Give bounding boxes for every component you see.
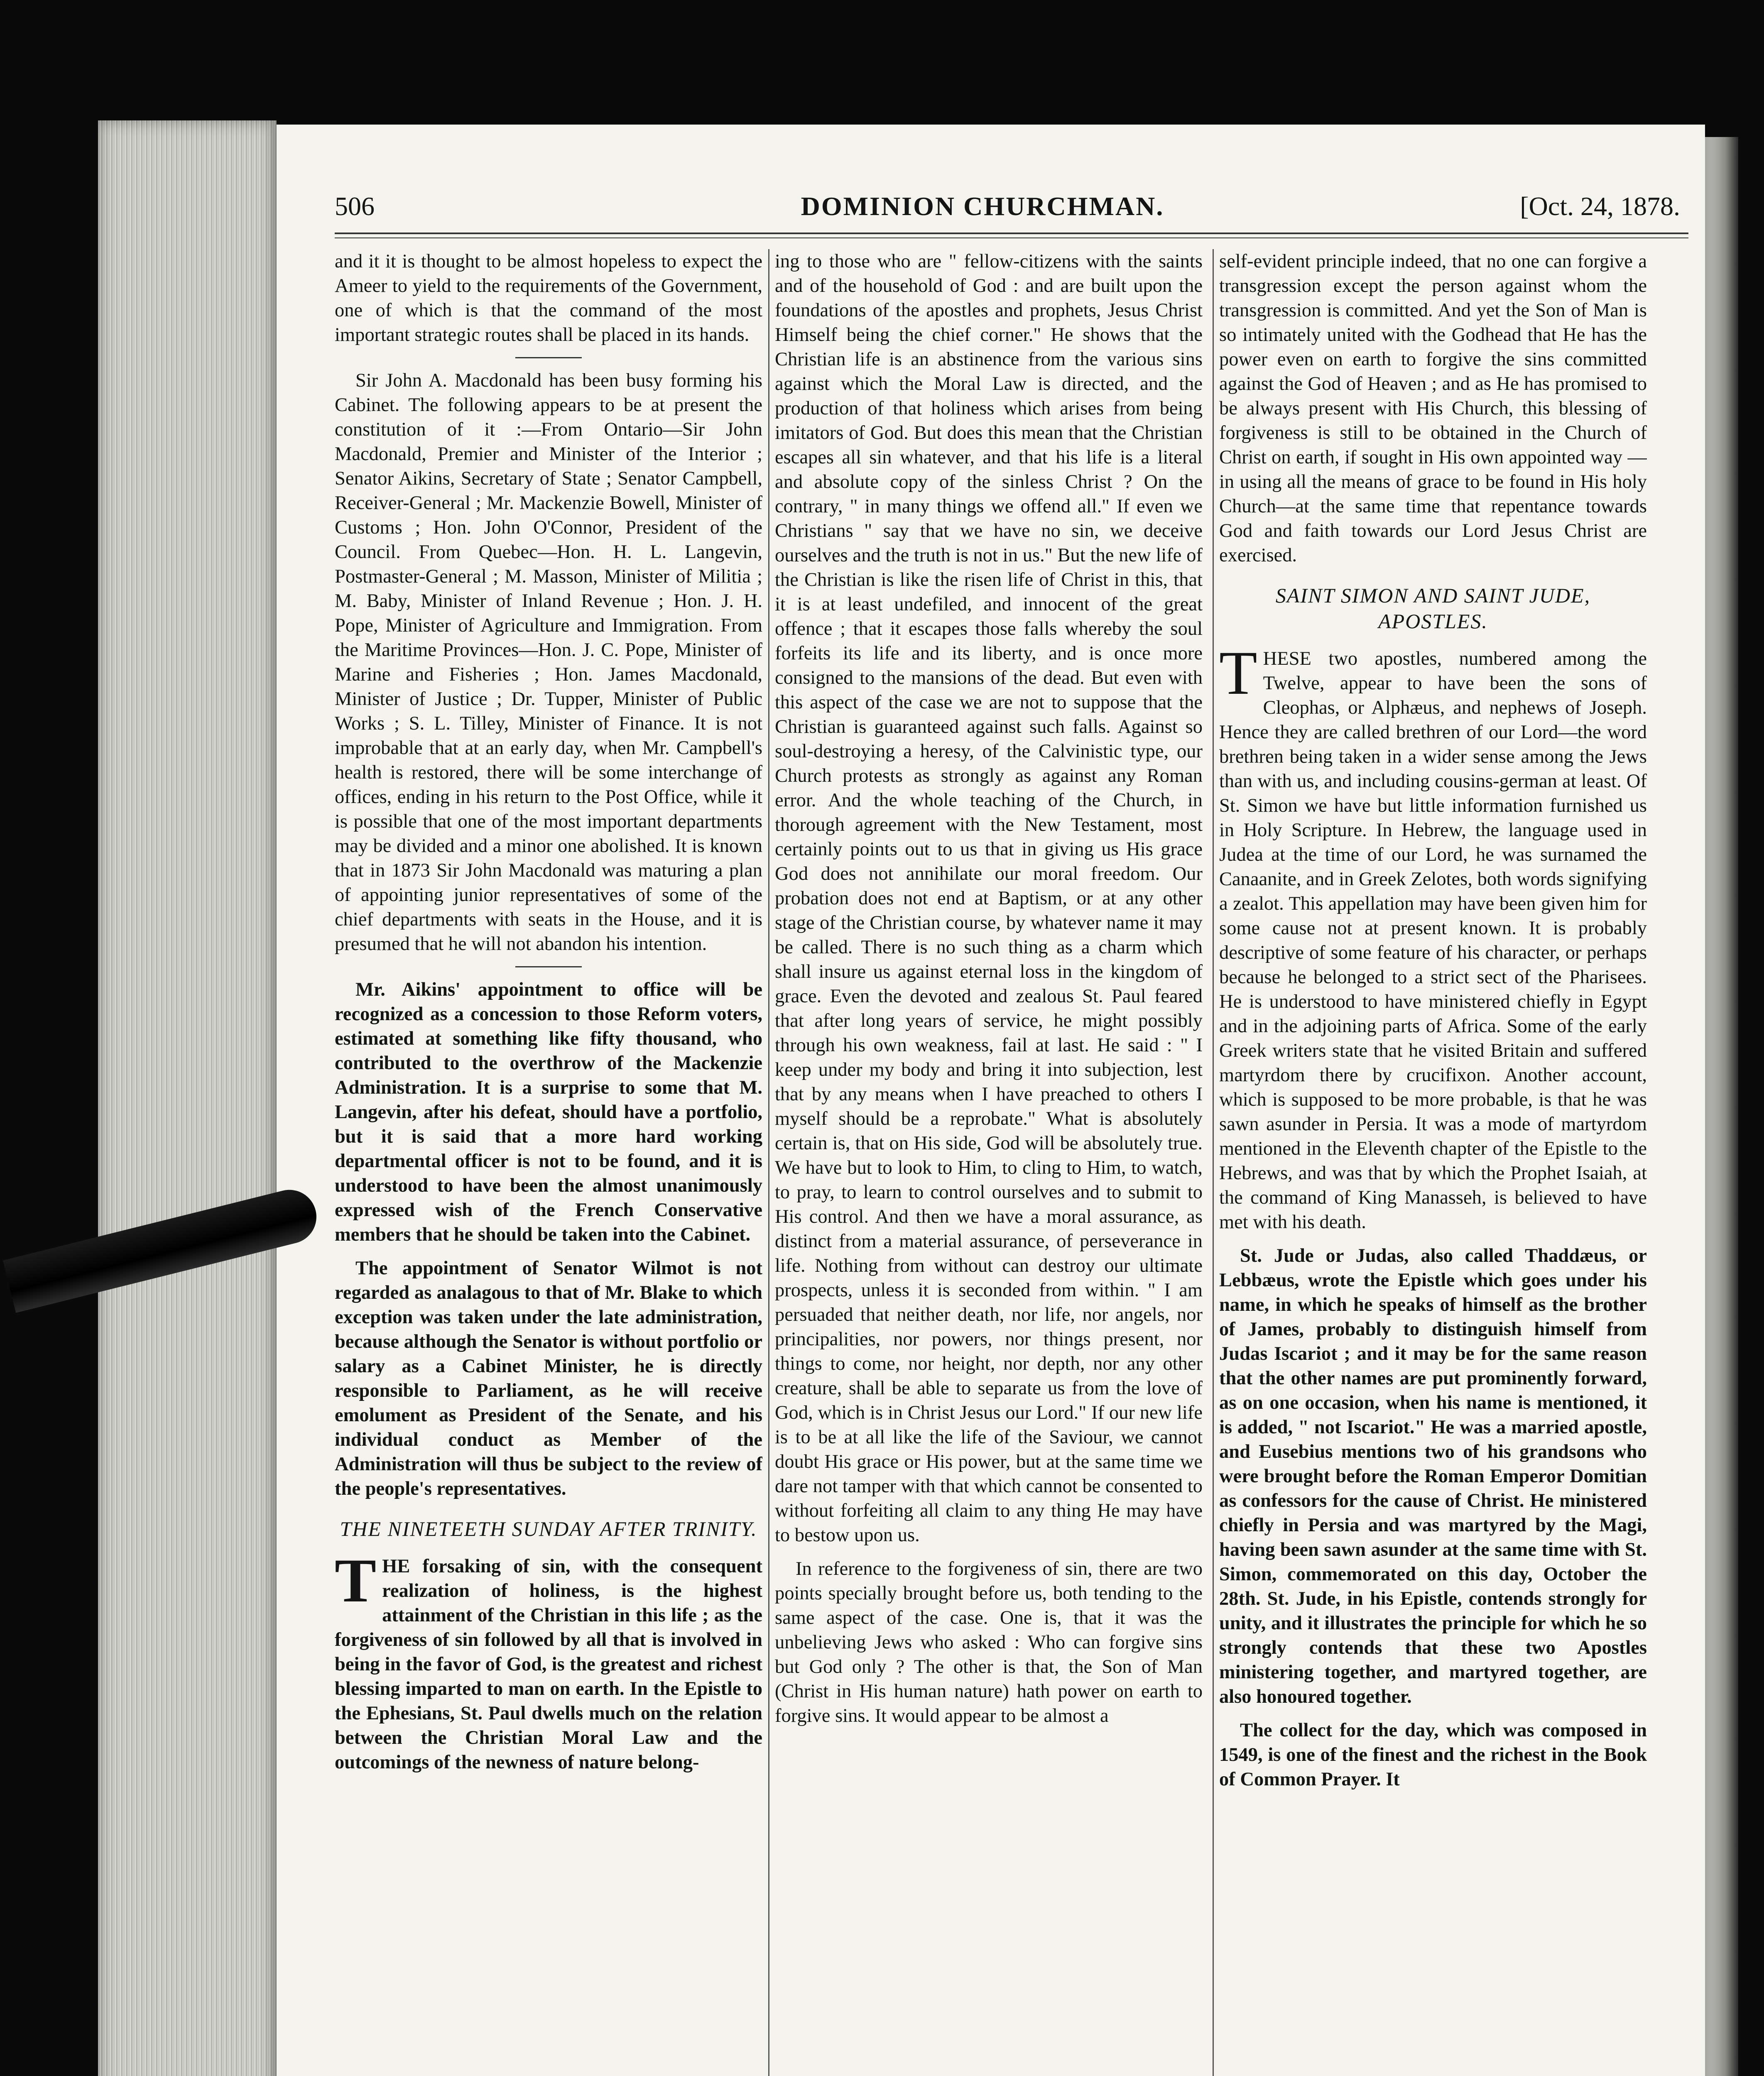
section-heading: SAINT SIMON AND SAINT JUDE, APOSTLES. (1275, 584, 1591, 633)
section-separator (515, 966, 582, 967)
article-paragraph: ing to those who are " fellow-citizens with the saints and of the household of God : and are built upon the foundations of the apostles and prophets, Jesus Christ Himself being the chief corner." He shows that the Christian life is an abstinence from the various sins against which the Moral Law is directed, and the production of that holiness which arises from being imitators of God. But does this mean that the Christian escapes all sin whatever, and that his life is a literal and absolute copy of the sinless Christ ? On the contrary, " in many things we offend all." If even we Christians " say that we have no sin, we deceive ourselves and the truth is not in us." But the new life of the Christian is like the risen life of Christ in this, that it is at least undefiled, and innocent of the great offence ; that it escapes those falls whereby the soul forfeits its life and its liberty, and is once more consigned to the mansions of the dead. But even with this aspect of the case we are not to suppose that the Christian is guaranteed against such falls. Against so soul-destroying a heresy, of the Calvinistic type, our Church protests as strongly as against any Roman error. And the whole teaching of the Church, in thorough agreement with the New Testament, most certainly points out to us that in giving us His grace God does not annihilate our moral freedom. Our probation does not end at Baptism, or at any other stage of the Christian course, by whatever name it may be called. There is no such thing as a charm which shall insure us against eternal loss in the kingdom of grace. Even the devoted and zealous St. Paul feared that after long years of service, he might possibly through his own weakness, fail at last. He said : " I keep under my body and bring it into subjection, lest that by any means when I have preached to others I myself should be a reprobate." What is absolutely certain is, that on His side, God will be absolutely true. We have but to look to Him, to cling to Him, to watch, to pray, to learn to control ourselves and to submit to His control. And then we have a moral assurance, as distinct from a material assurance, of perseverance in life. Nothing from without can destroy our ultimate prospects, unless it is seconded from within. " I am persuaded that neither death, nor life, nor angels, nor principalities, nor powers, nor things present, nor things to come, nor height, nor depth, nor any other creature, shall be able to separate us from the love of God, which is in Christ Jesus our Lord." If our new life is to be at all like the life of the Saviour, we cannot doubt His grace or His power, but at the same time we dare not tamper with that which cannot be consented to without forfeiting all claim to any thing He may have to bestow upon us. (775, 251, 1203, 1546)
article-paragraph: Sir John A. Macdonald has been busy forming his Cabinet. The following appears to be at present the constitution of it :—From Ontario—Sir John Macdonald, Premier and Minister of the Interior ; Senator Aikins, Secretary of State ; Senator Campbell, Receiver-General ; Mr. Mackenzie Bowell, Minister of Customs ; Hon. John O'Connor, President of the Council. From Quebec—Hon. H. L. Langevin, Postmaster-General ; M. Masson, Minister of Militia ; M. Baby, Minister of Inland Revenue ; Hon. J. H. Pope, Minister of Agriculture and Immigration. From the Maritime Provinces—Hon. J. C. Pope, Minister of Marine and Fisheries ; Hon. James Macdonald, Minister of Justice ; Dr. Tupper, Minister of Public Works ; S. L. Tilley, Minister of Finance. It is not improbable that at an early day, when Mr. Campbell's health is restored, there will be some interchange of offices, ending in his return to the Post Office, while it is possible that one of the most important departments may be divided and a minor one abolished. It is known that in 1873 Sir John Macdonald was maturing a plan of appointing junior representatives of some of the chief departments with seats in the House, and it is presumed that he will not abandon his intention. (335, 370, 762, 955)
drop-cap: T (335, 1546, 377, 1615)
article-paragraph: In reference to the forgiveness of sin, there are two points specially brought before us, both tending to the same aspect of the case. One is, that it was the unbelieving Jews who asked : Who can forgive sins but God only ? The other is that, the Son of Man (Christ in His human nature) hath power on earth to forgive sins. It would appear to be almost a (775, 1558, 1203, 1726)
column-2 (775, 249, 1203, 2076)
column-divider (768, 249, 769, 2076)
book-page-edges (98, 120, 277, 2076)
column-3 (1219, 249, 1647, 2076)
sermon-text: HE forsaking of sin, with the consequent realization of holiness, is the highest attainment of the Christian in this life ; as the forgiveness of sin followed by all that is involved in being in the favor of God, is the greatest and richest blessing imparted to man on earth. In the Epistle to the Ephesians, St. Paul dwells much on the relation between the Christian Moral Law and the outcomings of the newness of nature belong- (335, 1556, 762, 1773)
page-header (335, 183, 1680, 233)
article-paragraph: self-evident principle indeed, that no one can forgive a transgression except the person against whom the transgression is committed. And yet the Son of Man is so intimately united with the Godhead that He has the power even on earth to forgive the sins committed against the God of Heaven ; and as He has promised to be always present with His Church, this blessing of forgiveness is still to be obtained in the Church of Christ on earth, if sought in His own appointed way —in using all the means of grace to be found in His holy Church—at the same time that repentance towards God and faith towards our Lord Jesus Christ are exercised. (1219, 251, 1647, 566)
section-heading: THE NINETEETH SUNDAY AFTER TRINITY. (340, 1517, 757, 1540)
article-paragraph: St. Jude or Judas, also called Thaddæus, or Lebbæus, wrote the Epistle which goes under his name, in which he speaks of himself as the brother of James, probably to distinguish himself from Judas Iscariot ; and it may be for the same reason that the other names are put prominently forward, as on one occasion, when his name is mentioned, it is added, " not Iscariot." He was a married apostle, and Eusebius mentions two of his grandsons who were brought before the Roman Emperor Domitian as confessors for the cause of Christ. He ministered chiefly in Persia and was martyred by the Magi, having been sawn asunder at the same time with St. Simon, commemorated on this day, October the 28th. St. Jude, in his Epistle, contends strongly for unity, and it illustrates the principle for which he so strongly contends that these two Apostles ministering together, and martyred together, are also honoured together. (1219, 1245, 1647, 1707)
drop-cap: T (1219, 639, 1257, 708)
header-rule (335, 233, 1688, 238)
apostles-text: HESE two apostles, numbered among the Twelve, appear to have been the sons of Cleophas, or Alphæus, and nephews of Joseph. Hence they are called brethren of our Lord—the word brethren being taken in a wider sense among the Jews than with us, and including cousins-german at least. Of St. Simon we have but little information furnished us in Holy Scripture. In Hebrew, the language used in Judea at the time of our Lord, he was surnamed the Canaanite, and in Greek Zelotes, both words signifying a zealot. This appellation may have been given him for some cause not at present known. It is probably descriptive of some feature of his character, or perhaps because he belonged to a strict sect of the Pharisees. He is understood to have ministered chiefly in Egypt and in the adjoining parts of Africa. Some of the early Greek writers state that he visited Britain and suffered martyrdom there by crucifixon. Another account, which is supposed to be more probable, is that he was sawn asunder in Persia. It was a mode of martyrdom mentioned in the Eleventh chapter of the Epistle to the Hebrews, and was that by which the Prophet Isaiah, at the command of King Manasseh, is believed to have met with his death. (1219, 648, 1647, 1233)
page-gutter-shadow (1705, 137, 1738, 2076)
journal-title: DOMINION CHURCHMAN. (801, 191, 1164, 221)
column-divider (1213, 249, 1214, 2076)
sermon-paragraph (335, 1546, 762, 1775)
page-number: 506 (335, 191, 375, 221)
apostles-paragraph (1219, 639, 1647, 1234)
section-separator (515, 357, 582, 358)
article-paragraph: and it it is thought to be almost hopeless to expect the Ameer to yield to the requirements of the Government, one of which is that the command of the most important strategic routes shall be placed in its hands. (335, 251, 762, 345)
article-paragraph: The collect for the day, which was composed in 1549, is one of the finest and the richest in the Book of Common Prayer. It (1219, 1720, 1647, 1790)
article-paragraph: Mr. Aikins' appointment to office will be recognized as a concession to those Reform voters, estimated at something like fifty thousand, who contributed to the overthrow of the Mackenzie Administration. It is a surprise to some that M. Langevin, after his defeat, should have a portfolio, but it is said that a more hard working departmental officer is not to be found, and it is understood to have been the almost unanimously expressed wish of the French Conservative members that he should be taken into the Cabinet. (335, 979, 762, 1245)
newspaper-page (277, 125, 1705, 2076)
article-paragraph: The appointment of Senator Wilmot is not regarded as analagous to that of Mr. Blake to which exception was taken under the late administration, because although the Senator is without portfolio or salary as a Cabinet Minister, he is directly responsible to Parliament, as he will receive emolument as President of the Senate, and his individual conduct as Member of the Administration will thus be subject to the review of the people's representatives. (335, 1258, 762, 1499)
issue-date: [Oct. 24, 1878. (1520, 191, 1680, 221)
column-1 (335, 249, 762, 2076)
